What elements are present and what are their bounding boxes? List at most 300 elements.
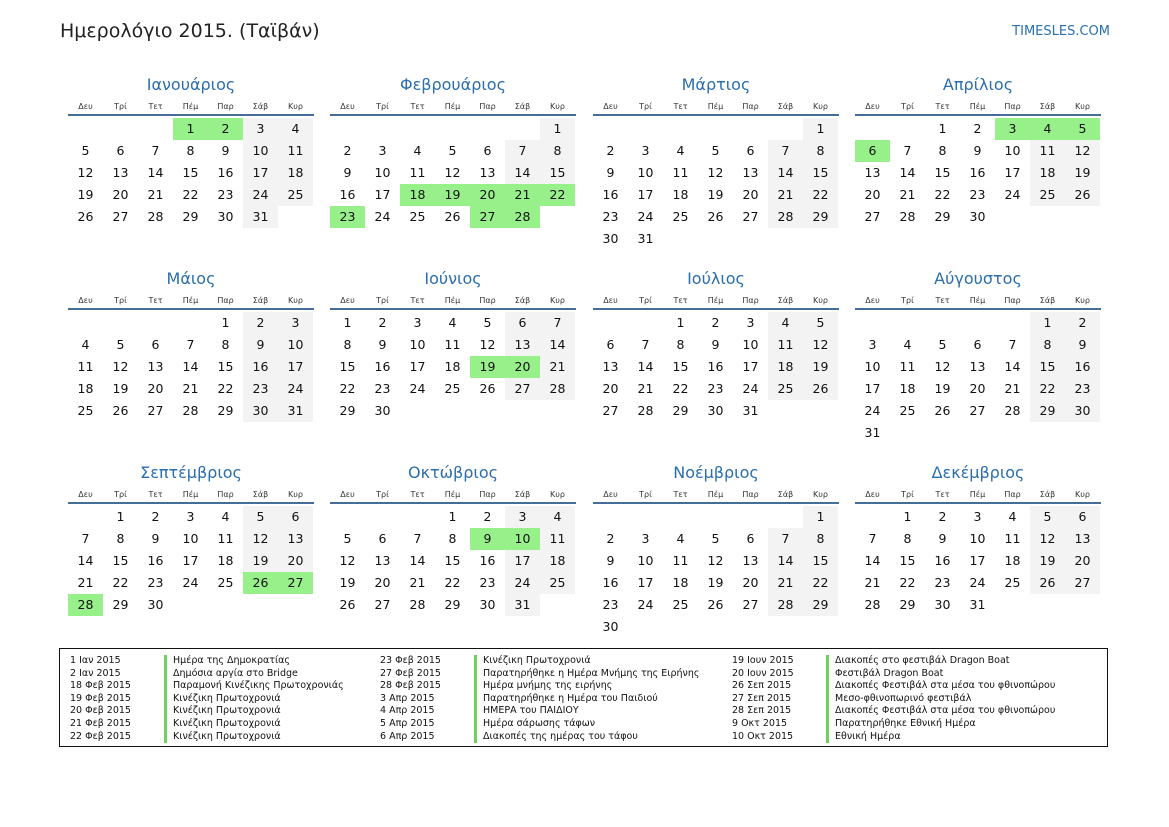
day-cell: 12 bbox=[243, 528, 278, 550]
day-cell: 14 bbox=[505, 162, 540, 184]
weekday-label: Παρ bbox=[1004, 101, 1021, 111]
day-cell: 1 bbox=[803, 506, 838, 528]
day-cell: 24 bbox=[409, 381, 426, 396]
day-cell: 18 bbox=[768, 356, 803, 378]
day-cell: 12 bbox=[707, 553, 724, 568]
day-cell: 15 bbox=[339, 359, 356, 374]
day-cell: 31 bbox=[278, 400, 313, 422]
day-cell: 15 bbox=[672, 359, 689, 374]
day-cell: 3 bbox=[413, 315, 422, 330]
month-calendar bbox=[330, 74, 576, 228]
weekday-label: Κυρ bbox=[550, 101, 565, 111]
day-cell: 15 bbox=[899, 553, 916, 568]
weekday-label: Παρ bbox=[479, 101, 496, 111]
empty-cell bbox=[330, 118, 365, 140]
weekday-label: Δευ bbox=[603, 295, 618, 305]
day-cell: 2 bbox=[1065, 312, 1100, 334]
weekday-label: Κυρ bbox=[813, 101, 828, 111]
weekday-label: Πέμ bbox=[969, 489, 986, 499]
day-cell: 26 bbox=[707, 209, 724, 224]
day-cell: 12 bbox=[77, 165, 94, 180]
day-cell: 18 bbox=[278, 162, 313, 184]
weekday-label: Τετ bbox=[148, 295, 163, 305]
day-cell: 21 bbox=[637, 381, 654, 396]
holiday-date: 27 Φεβ 2015 bbox=[380, 667, 441, 679]
day-grid bbox=[68, 506, 314, 616]
day-cell: 22 bbox=[803, 572, 838, 594]
holiday-date: 23 Φεβ 2015 bbox=[380, 655, 441, 666]
day-cell: 7 bbox=[868, 531, 877, 546]
weekday-label: Πέμ bbox=[969, 101, 986, 111]
holiday-name: Κινέζικη Πρωτοχρονιά bbox=[164, 693, 281, 706]
day-cell: 3 bbox=[641, 143, 650, 158]
day-cell: 17 bbox=[864, 381, 881, 396]
day-cell: 30 bbox=[243, 400, 278, 422]
day-cell: 16 bbox=[147, 553, 164, 568]
day-cell: 8 bbox=[116, 531, 125, 546]
day-cell: 14 bbox=[637, 359, 654, 374]
day-cell: 20 bbox=[742, 575, 759, 590]
day-cell: 14 bbox=[899, 165, 916, 180]
day-cell: 21 bbox=[864, 575, 881, 590]
day-cell: 2 bbox=[711, 315, 720, 330]
empty-cell bbox=[400, 118, 435, 140]
weekday-label: Δευ bbox=[865, 101, 880, 111]
day-cell: 15 bbox=[803, 550, 838, 572]
weekday-label: Παρ bbox=[479, 295, 496, 305]
weekday-header bbox=[330, 292, 576, 310]
weekday-label: Κυρ bbox=[813, 295, 828, 305]
holiday-day-cell: 3 bbox=[995, 118, 1030, 140]
day-cell: 16 bbox=[934, 553, 951, 568]
weekday-label: Κυρ bbox=[813, 489, 828, 499]
empty-cell bbox=[470, 118, 505, 140]
day-cell: 10 bbox=[742, 337, 759, 352]
day-cell: 23 bbox=[934, 575, 951, 590]
day-cell: 24 bbox=[637, 209, 654, 224]
day-cell: 27 bbox=[969, 403, 986, 418]
day-cell: 13 bbox=[505, 334, 540, 356]
day-cell: 11 bbox=[672, 165, 689, 180]
holiday-date: 21 Φεβ 2015 bbox=[70, 717, 131, 729]
holiday-day-cell: 18 bbox=[400, 184, 435, 206]
day-cell: 27 bbox=[374, 597, 391, 612]
day-cell: 14 bbox=[864, 553, 881, 568]
holiday-day-cell: 20 bbox=[505, 356, 540, 378]
weekday-label: Σάβ bbox=[777, 295, 794, 305]
weekday-label: Τετ bbox=[410, 295, 425, 305]
holiday-name: Κινέζικη Πρωτοχρονιά bbox=[164, 705, 281, 718]
month-calendar bbox=[593, 268, 839, 422]
weekday-label: Πέμ bbox=[182, 489, 199, 499]
day-cell: 7 bbox=[413, 531, 422, 546]
holiday-date: 22 Φεβ 2015 bbox=[70, 730, 131, 742]
day-cell: 7 bbox=[903, 143, 912, 158]
holiday-name: Ημέρα της Δημοκρατίας bbox=[164, 655, 290, 668]
month-name: Αύγουστος bbox=[934, 269, 1022, 288]
weekday-header bbox=[68, 292, 314, 310]
weekday-header bbox=[330, 98, 576, 116]
weekday-label: Πέμ bbox=[444, 489, 461, 499]
weekday-label: Σάβ bbox=[514, 489, 531, 499]
day-cell: 19 bbox=[1030, 550, 1065, 572]
holiday-date: 4 Απρ 2015 bbox=[380, 705, 435, 717]
weekday-header bbox=[68, 486, 314, 504]
day-cell: 19 bbox=[1065, 162, 1100, 184]
weekday-header bbox=[593, 486, 839, 504]
day-cell: 27 bbox=[742, 597, 759, 612]
day-cell: 28 bbox=[864, 597, 881, 612]
day-cell: 25 bbox=[540, 572, 575, 594]
day-cell: 1 bbox=[116, 509, 125, 524]
day-cell: 30 bbox=[374, 403, 391, 418]
day-cell: 25 bbox=[77, 403, 94, 418]
day-cell: 23 bbox=[147, 575, 164, 590]
day-cell: 10 bbox=[182, 531, 199, 546]
weekday-label: Τετ bbox=[148, 101, 163, 111]
holiday-date: 19 Ιουν 2015 bbox=[732, 655, 794, 666]
day-cell: 24 bbox=[182, 575, 199, 590]
day-cell: 29 bbox=[444, 597, 461, 612]
holiday-name: Παρατηρήθηκε η Ημέρα του Παιδιού bbox=[474, 693, 658, 706]
holiday-name: Φεστιβάλ Dragon Boat bbox=[826, 668, 943, 681]
day-cell: 20 bbox=[864, 187, 881, 202]
weekday-label: Δευ bbox=[340, 489, 355, 499]
empty-cell bbox=[698, 506, 733, 528]
day-grid bbox=[593, 118, 839, 250]
holiday-day-cell: 5 bbox=[1065, 118, 1100, 140]
day-cell: 29 bbox=[182, 209, 199, 224]
day-cell: 24 bbox=[864, 403, 881, 418]
day-cell: 13 bbox=[969, 359, 986, 374]
holiday-day-cell: 19 bbox=[470, 356, 505, 378]
day-cell: 16 bbox=[602, 575, 619, 590]
day-cell: 14 bbox=[77, 553, 94, 568]
day-cell: 8 bbox=[803, 528, 838, 550]
holiday-day-cell: 19 bbox=[435, 184, 470, 206]
day-cell: 25 bbox=[217, 575, 234, 590]
day-cell: 22 bbox=[934, 187, 951, 202]
day-cell: 11 bbox=[540, 528, 575, 550]
holiday-date: 20 Ιουν 2015 bbox=[732, 667, 794, 679]
day-cell: 29 bbox=[112, 597, 129, 612]
empty-cell bbox=[733, 118, 768, 140]
day-cell: 17 bbox=[969, 553, 986, 568]
weekday-label: Δευ bbox=[78, 295, 93, 305]
day-cell: 9 bbox=[938, 531, 947, 546]
empty-cell bbox=[68, 118, 103, 140]
day-grid bbox=[330, 312, 576, 422]
day-cell: 31 bbox=[864, 425, 881, 440]
day-cell: 7 bbox=[768, 528, 803, 550]
day-cell: 25 bbox=[899, 403, 916, 418]
day-grid bbox=[855, 312, 1101, 444]
day-cell: 18 bbox=[217, 553, 234, 568]
day-cell: 8 bbox=[903, 531, 912, 546]
day-cell: 4 bbox=[448, 315, 457, 330]
day-cell: 10 bbox=[374, 165, 391, 180]
empty-cell bbox=[663, 118, 698, 140]
day-cell: 24 bbox=[243, 184, 278, 206]
day-cell: 24 bbox=[637, 597, 654, 612]
day-cell: 9 bbox=[1065, 334, 1100, 356]
day-cell: 5 bbox=[1030, 506, 1065, 528]
day-cell: 20 bbox=[374, 575, 391, 590]
empty-cell bbox=[593, 118, 628, 140]
day-cell: 20 bbox=[278, 550, 313, 572]
day-cell: 19 bbox=[112, 381, 129, 396]
month-calendar bbox=[68, 74, 314, 228]
day-cell: 25 bbox=[672, 597, 689, 612]
holiday-date: 18 Φεβ 2015 bbox=[70, 680, 131, 692]
month-name: Μάιος bbox=[166, 269, 216, 288]
day-cell: 12 bbox=[1065, 140, 1100, 162]
day-cell: 24 bbox=[742, 381, 759, 396]
day-cell: 9 bbox=[343, 165, 352, 180]
day-cell: 23 bbox=[602, 597, 619, 612]
month-calendar bbox=[855, 462, 1101, 616]
day-cell: 29 bbox=[934, 209, 951, 224]
day-cell: 18 bbox=[672, 575, 689, 590]
day-grid bbox=[855, 118, 1101, 228]
day-grid bbox=[68, 312, 314, 422]
holiday-day-cell: 28 bbox=[68, 594, 103, 616]
day-cell: 28 bbox=[409, 597, 426, 612]
day-cell: 4 bbox=[278, 118, 313, 140]
day-cell: 13 bbox=[374, 553, 391, 568]
site-link[interactable]: TIMESLES.COM bbox=[1012, 24, 1110, 39]
day-cell: 21 bbox=[899, 187, 916, 202]
weekday-header bbox=[855, 292, 1101, 310]
page-title: Ημερολόγιο 2015. (Ταϊβάν) bbox=[60, 20, 320, 42]
day-cell: 6 bbox=[746, 531, 755, 546]
day-cell: 11 bbox=[409, 165, 426, 180]
day-cell: 11 bbox=[77, 359, 94, 374]
day-cell: 13 bbox=[1065, 528, 1100, 550]
day-cell: 12 bbox=[1030, 528, 1065, 550]
day-cell: 17 bbox=[637, 187, 654, 202]
day-cell: 31 bbox=[243, 206, 278, 228]
holiday-day-cell: 2 bbox=[208, 118, 243, 140]
month-calendar bbox=[330, 462, 576, 616]
day-cell: 21 bbox=[1004, 381, 1021, 396]
day-cell: 2 bbox=[483, 509, 492, 524]
day-cell: 1 bbox=[803, 118, 838, 140]
day-cell: 22 bbox=[444, 575, 461, 590]
day-cell: 7 bbox=[540, 312, 575, 334]
weekday-label: Παρ bbox=[217, 295, 234, 305]
day-cell: 26 bbox=[479, 381, 496, 396]
day-cell: 4 bbox=[81, 337, 90, 352]
weekday-label: Κυρ bbox=[550, 295, 565, 305]
month-name: Οκτώβριος bbox=[407, 463, 498, 482]
day-cell: 14 bbox=[147, 165, 164, 180]
day-cell: 5 bbox=[243, 506, 278, 528]
day-cell: 28 bbox=[637, 403, 654, 418]
day-cell: 24 bbox=[505, 572, 540, 594]
weekday-label: Τρί bbox=[639, 489, 652, 499]
day-cell: 30 bbox=[969, 209, 986, 224]
weekday-label: Τετ bbox=[935, 295, 950, 305]
weekday-label: Δευ bbox=[78, 101, 93, 111]
day-cell: 16 bbox=[969, 165, 986, 180]
holiday-date: 28 Σεπ 2015 bbox=[732, 705, 792, 717]
day-cell: 6 bbox=[116, 143, 125, 158]
day-cell: 7 bbox=[641, 337, 650, 352]
empty-cell bbox=[68, 312, 103, 334]
day-cell: 13 bbox=[112, 165, 129, 180]
day-cell: 3 bbox=[378, 143, 387, 158]
holiday-name: Κινέζικη Πρωτοχρονιά bbox=[164, 731, 281, 744]
day-cell: 6 bbox=[1065, 506, 1100, 528]
day-cell: 29 bbox=[672, 403, 689, 418]
holiday-day-cell: 20 bbox=[470, 184, 505, 206]
day-cell: 29 bbox=[217, 403, 234, 418]
day-cell: 21 bbox=[77, 575, 94, 590]
day-cell: 27 bbox=[147, 403, 164, 418]
holiday-name: ΗΜΕΡΑ του ΠΑΙΔΙΟΥ bbox=[474, 705, 579, 718]
day-cell: 14 bbox=[409, 553, 426, 568]
day-grid bbox=[330, 118, 576, 228]
day-cell: 2 bbox=[343, 143, 352, 158]
empty-cell bbox=[330, 506, 365, 528]
weekday-label: Παρ bbox=[742, 295, 759, 305]
weekday-label: Τρί bbox=[639, 101, 652, 111]
weekday-label: Τρί bbox=[114, 489, 127, 499]
day-cell: 9 bbox=[378, 337, 387, 352]
holiday-date: 9 Οκτ 2015 bbox=[732, 717, 788, 729]
weekday-label: Τετ bbox=[673, 489, 688, 499]
day-cell: 17 bbox=[1004, 165, 1021, 180]
weekday-label: Κυρ bbox=[288, 101, 303, 111]
day-cell: 15 bbox=[182, 165, 199, 180]
day-cell: 1 bbox=[676, 315, 685, 330]
holiday-name: Εθνική Ημέρα bbox=[826, 731, 901, 744]
holiday-date: 2 Ιαν 2015 bbox=[70, 667, 121, 679]
day-cell: 23 bbox=[707, 381, 724, 396]
day-cell: 2 bbox=[378, 315, 387, 330]
day-cell: 21 bbox=[182, 381, 199, 396]
day-cell: 16 bbox=[479, 553, 496, 568]
day-cell: 9 bbox=[606, 553, 615, 568]
holiday-name: Παρατηρήθηκε η Ημέρα Μνήμης της Ειρήνης bbox=[474, 668, 699, 681]
month-calendar bbox=[855, 268, 1101, 444]
day-cell: 11 bbox=[1004, 531, 1021, 546]
day-cell: 13 bbox=[147, 359, 164, 374]
month-name: Δεκέμβριος bbox=[931, 463, 1025, 482]
day-cell: 31 bbox=[637, 231, 654, 246]
day-cell: 1 bbox=[903, 509, 912, 524]
holiday-legend bbox=[59, 648, 1108, 747]
empty-cell bbox=[173, 312, 208, 334]
day-cell: 18 bbox=[77, 381, 94, 396]
day-cell: 17 bbox=[182, 553, 199, 568]
day-cell: 10 bbox=[864, 359, 881, 374]
day-cell: 14 bbox=[540, 334, 575, 356]
day-cell: 11 bbox=[899, 359, 916, 374]
day-cell: 26 bbox=[934, 403, 951, 418]
holiday-day-cell: 21 bbox=[505, 184, 540, 206]
empty-cell bbox=[435, 118, 470, 140]
day-cell: 20 bbox=[602, 381, 619, 396]
day-cell: 10 bbox=[243, 140, 278, 162]
month-name: Σεπτέμβριος bbox=[140, 463, 242, 482]
day-cell: 9 bbox=[243, 334, 278, 356]
day-cell: 31 bbox=[505, 594, 540, 616]
month-name: Απρίλιος bbox=[942, 75, 1014, 94]
day-cell: 3 bbox=[278, 312, 313, 334]
day-cell: 6 bbox=[278, 506, 313, 528]
weekday-label: Πέμ bbox=[444, 295, 461, 305]
weekday-label: Τετ bbox=[673, 295, 688, 305]
day-cell: 5 bbox=[448, 143, 457, 158]
day-cell: 14 bbox=[182, 359, 199, 374]
day-cell: 31 bbox=[969, 597, 986, 612]
day-cell: 16 bbox=[217, 165, 234, 180]
holiday-name: Διακοπές στο φεστιβάλ Dragon Boat bbox=[826, 655, 1010, 668]
empty-cell bbox=[628, 312, 663, 334]
day-cell: 25 bbox=[768, 378, 803, 400]
day-cell: 22 bbox=[803, 184, 838, 206]
weekday-header bbox=[593, 98, 839, 116]
day-cell: 13 bbox=[742, 165, 759, 180]
weekday-label: Πέμ bbox=[707, 101, 724, 111]
weekday-header bbox=[855, 98, 1101, 116]
day-cell: 21 bbox=[540, 356, 575, 378]
day-cell: 4 bbox=[768, 312, 803, 334]
weekday-label: Δευ bbox=[78, 489, 93, 499]
day-cell: 15 bbox=[934, 165, 951, 180]
day-cell: 4 bbox=[676, 531, 685, 546]
day-cell: 30 bbox=[934, 597, 951, 612]
month-calendar bbox=[593, 74, 839, 250]
day-cell: 1 bbox=[448, 509, 457, 524]
day-cell: 20 bbox=[1065, 550, 1100, 572]
day-cell: 30 bbox=[707, 403, 724, 418]
day-cell: 4 bbox=[413, 143, 422, 158]
day-grid bbox=[68, 118, 314, 228]
day-cell: 27 bbox=[505, 378, 540, 400]
day-cell: 15 bbox=[540, 162, 575, 184]
day-cell: 24 bbox=[1004, 187, 1021, 202]
day-cell: 5 bbox=[711, 143, 720, 158]
day-cell: 26 bbox=[112, 403, 129, 418]
day-cell: 22 bbox=[1030, 378, 1065, 400]
day-cell: 28 bbox=[182, 403, 199, 418]
day-cell: 5 bbox=[711, 531, 720, 546]
weekday-label: Κυρ bbox=[1075, 489, 1090, 499]
weekday-label: Σάβ bbox=[1039, 489, 1056, 499]
holiday-name: Μεσο-φθινοπωρινό φεστιβάλ bbox=[826, 693, 971, 706]
day-cell: 17 bbox=[243, 162, 278, 184]
day-cell: 2 bbox=[606, 531, 615, 546]
day-cell: 20 bbox=[147, 381, 164, 396]
day-cell: 8 bbox=[343, 337, 352, 352]
weekday-label: Κυρ bbox=[550, 489, 565, 499]
day-cell: 12 bbox=[707, 165, 724, 180]
day-cell: 30 bbox=[602, 619, 619, 634]
day-cell: 12 bbox=[479, 337, 496, 352]
weekday-label: Παρ bbox=[742, 489, 759, 499]
day-cell: 4 bbox=[540, 506, 575, 528]
weekday-label: Τετ bbox=[673, 101, 688, 111]
weekday-label: Τετ bbox=[935, 101, 950, 111]
empty-cell bbox=[365, 118, 400, 140]
day-cell: 5 bbox=[81, 143, 90, 158]
day-cell: 30 bbox=[1065, 400, 1100, 422]
weekday-header bbox=[593, 292, 839, 310]
empty-cell bbox=[855, 118, 890, 140]
